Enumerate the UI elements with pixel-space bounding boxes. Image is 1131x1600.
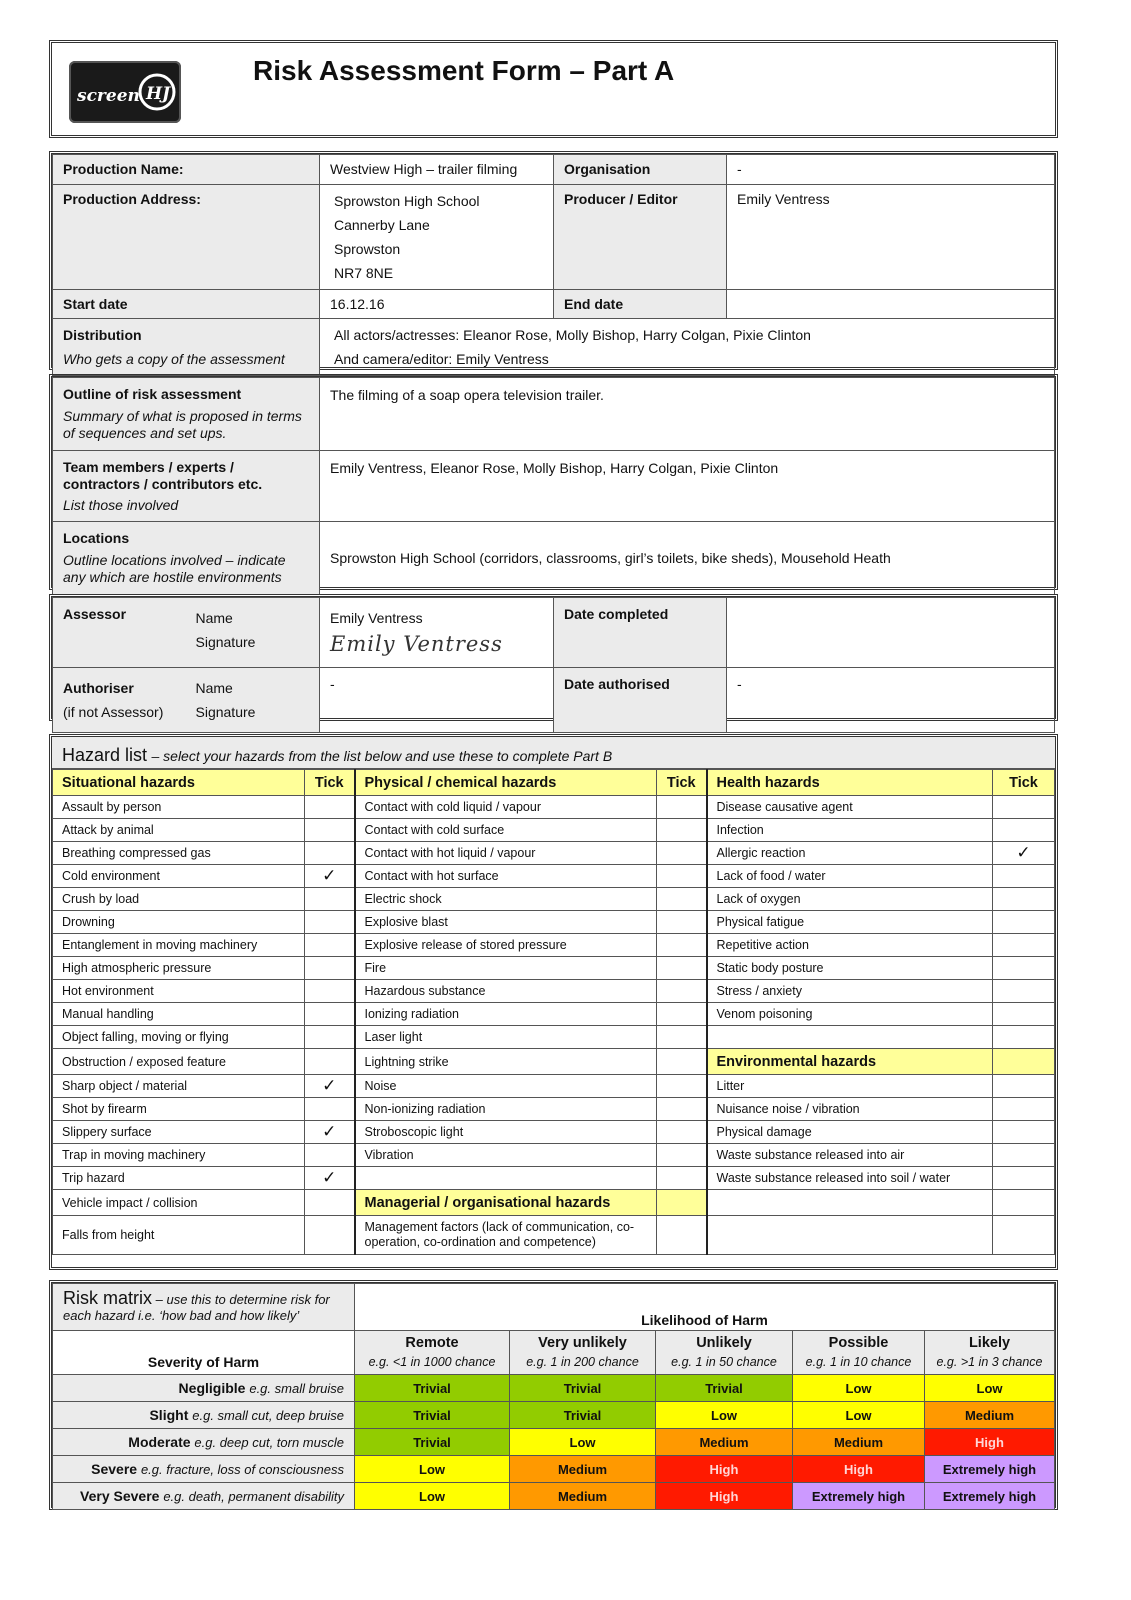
distribution-line: All actors/actresses: Eleanor Rose, Molly Bishop, Harry Colgan, Pixie Clinton bbox=[334, 327, 811, 343]
physical-hazard: Explosive release of stored pressure bbox=[355, 934, 657, 957]
health-hazard: Lack of food / water bbox=[707, 865, 993, 888]
risk-cell: Trivial bbox=[510, 1402, 656, 1429]
physical-tick[interactable] bbox=[657, 1049, 707, 1075]
situational-hazard: Trap in moving machinery bbox=[53, 1144, 305, 1167]
severity-name: Moderate bbox=[128, 1434, 191, 1450]
severity-row bbox=[53, 1375, 1055, 1402]
health-header: Health hazards bbox=[707, 770, 993, 796]
severity-example: e.g. small bruise bbox=[249, 1381, 344, 1396]
team-value: Emily Ventress, Eleanor Rose, Molly Bishop, Harry Colgan, Pixie Clinton bbox=[320, 451, 1055, 522]
risk-cell: Medium bbox=[793, 1429, 925, 1456]
physical-hazard: Management factors (lack of communication, co-operation, co-ordination and competence) bbox=[355, 1216, 657, 1255]
health-tick[interactable] bbox=[993, 1190, 1055, 1216]
situational-hazard: Cold environment bbox=[53, 865, 305, 888]
physical-tick[interactable] bbox=[657, 842, 707, 865]
producer-label: Producer / Editor bbox=[554, 185, 727, 290]
situational-hazard: Vehicle impact / collision bbox=[53, 1190, 305, 1216]
risk-cell: Medium bbox=[925, 1402, 1055, 1429]
situational-tick[interactable] bbox=[305, 819, 355, 842]
risk-cell: Medium bbox=[510, 1456, 656, 1483]
physical-tick[interactable] bbox=[657, 1167, 707, 1190]
risk-matrix bbox=[49, 1280, 1058, 1510]
severity-name: Very Severe bbox=[80, 1488, 160, 1504]
physical-tick[interactable] bbox=[657, 819, 707, 842]
physical-hazard: Stroboscopic light bbox=[355, 1121, 657, 1144]
assessor-label: Assessor bbox=[53, 598, 186, 668]
likelihood-name: Unlikely bbox=[696, 1334, 752, 1351]
situational-hazard: Shot by firearm bbox=[53, 1098, 305, 1121]
situational-hazard: Obstruction / exposed feature bbox=[53, 1049, 305, 1075]
production-name-value: Westview High – trailer filming bbox=[320, 155, 554, 185]
authoriser-sub: (if not Assessor) bbox=[63, 704, 164, 720]
physical-tick[interactable] bbox=[657, 934, 707, 957]
risk-matrix-heading: Risk matrix bbox=[63, 1288, 152, 1308]
tick-header: Tick bbox=[657, 770, 707, 796]
physical-hazard: Fire bbox=[355, 957, 657, 980]
managerial-header: Managerial / organisational hazards bbox=[355, 1190, 657, 1216]
physical-tick[interactable] bbox=[657, 911, 707, 934]
hazard-list bbox=[49, 734, 1058, 1270]
health-tick[interactable] bbox=[993, 888, 1055, 911]
authoriser-signature-label: Signature bbox=[195, 704, 256, 720]
severity-slight bbox=[53, 1402, 355, 1429]
risk-cell: Trivial bbox=[656, 1375, 793, 1402]
severity-name: Severe bbox=[91, 1461, 138, 1477]
physical-hazard: Lightning strike bbox=[355, 1049, 657, 1075]
physical-hazard: Contact with hot surface bbox=[355, 865, 657, 888]
severity-name: Negligible bbox=[178, 1380, 246, 1396]
physical-hazard bbox=[355, 1167, 657, 1190]
health-hazard: Physical fatigue bbox=[707, 911, 993, 934]
assessor-section bbox=[49, 594, 1058, 721]
situational-tick[interactable] bbox=[305, 1098, 355, 1121]
likelihood-very-unlikely bbox=[510, 1331, 656, 1375]
hazard-row bbox=[53, 957, 1055, 980]
start-date-value: 16.12.16 bbox=[320, 290, 554, 319]
severity-title: Severity of Harm bbox=[53, 1331, 355, 1375]
situational-hazard: High atmospheric pressure bbox=[53, 957, 305, 980]
likelihood-likely bbox=[925, 1331, 1055, 1375]
health-hazard: Static body posture bbox=[707, 957, 993, 980]
severity-row bbox=[53, 1402, 1055, 1429]
date-authorised-value: - bbox=[727, 668, 1055, 733]
physical-hazard: Electric shock bbox=[355, 888, 657, 911]
likelihood-example: e.g. 1 in 50 chance bbox=[671, 1354, 777, 1369]
svg-text:screen: screen bbox=[77, 86, 140, 106]
situational-tick[interactable] bbox=[305, 1216, 355, 1255]
severity-example: e.g. death, permanent disability bbox=[163, 1489, 344, 1504]
likelihood-name: Likely bbox=[968, 1334, 1011, 1351]
physical-tick[interactable] bbox=[657, 957, 707, 980]
date-authorised-label: Date authorised bbox=[554, 668, 727, 733]
health-tick[interactable] bbox=[993, 1026, 1055, 1049]
physical-tick[interactable] bbox=[657, 865, 707, 888]
environmental-tick[interactable] bbox=[993, 1121, 1055, 1144]
physical-hazard: Ionizing radiation bbox=[355, 1003, 657, 1026]
risk-cell: Low bbox=[355, 1483, 510, 1510]
risk-cell: Low bbox=[510, 1429, 656, 1456]
outline-label bbox=[53, 378, 320, 451]
severity-name: Slight bbox=[149, 1407, 189, 1423]
organisation-label: Organisation bbox=[554, 155, 727, 185]
environmental-header: Environmental hazards bbox=[707, 1049, 993, 1075]
locations-label bbox=[53, 522, 320, 595]
health-tick[interactable] bbox=[993, 1003, 1055, 1026]
producer-value: Emily Ventress bbox=[727, 185, 1055, 290]
hazard-table bbox=[52, 769, 1055, 1255]
situational-tick[interactable] bbox=[305, 911, 355, 934]
health-hazard: Infection bbox=[707, 819, 993, 842]
situational-tick[interactable] bbox=[305, 1003, 355, 1026]
risk-cell: Low bbox=[355, 1456, 510, 1483]
production-name-label: Production Name: bbox=[53, 155, 320, 185]
situational-tick[interactable] bbox=[305, 1026, 355, 1049]
team-title: Team members / experts / contractors / contributors etc. bbox=[63, 459, 263, 492]
health-hazard: Repetitive action bbox=[707, 934, 993, 957]
situational-hazard: Trip hazard bbox=[53, 1167, 305, 1190]
health-tick[interactable]: ✓ bbox=[993, 842, 1055, 865]
physical-hazard: Contact with hot liquid / vapour bbox=[355, 842, 657, 865]
logo bbox=[69, 61, 181, 123]
outline-value: The filming of a soap opera television trailer. bbox=[320, 378, 1055, 451]
physical-hazard: Explosive blast bbox=[355, 911, 657, 934]
production-info bbox=[49, 151, 1058, 370]
situational-tick[interactable] bbox=[305, 957, 355, 980]
distribution-value bbox=[320, 319, 1055, 376]
address-line: Sprowston High School bbox=[334, 193, 480, 209]
hazard-row bbox=[53, 1190, 1055, 1216]
address-line: Cannerby Lane bbox=[334, 217, 430, 233]
situational-tick[interactable]: ✓ bbox=[305, 865, 355, 888]
end-date-label: End date bbox=[554, 290, 727, 319]
risk-matrix-title-cell bbox=[53, 1284, 355, 1331]
situational-hazard: Slippery surface bbox=[53, 1121, 305, 1144]
distribution-line: And camera/editor: Emily Ventress bbox=[334, 351, 549, 367]
hazard-row bbox=[53, 980, 1055, 1003]
physical-hazard: Non-ionizing radiation bbox=[355, 1098, 657, 1121]
health-hazard bbox=[707, 1190, 993, 1216]
likelihood-example: e.g. >1 in 3 chance bbox=[936, 1354, 1043, 1369]
outline-section bbox=[49, 374, 1058, 590]
authoriser-label bbox=[53, 668, 186, 733]
team-sub: List those involved bbox=[63, 497, 179, 513]
tick-header: Tick bbox=[993, 770, 1055, 796]
physical-header: Physical / chemical hazards bbox=[355, 770, 657, 796]
situational-tick[interactable] bbox=[305, 888, 355, 911]
date-completed-value bbox=[727, 598, 1055, 668]
situational-hazard: Attack by animal bbox=[53, 819, 305, 842]
health-hazard: Allergic reaction bbox=[707, 842, 993, 865]
physical-hazard: Noise bbox=[355, 1075, 657, 1098]
risk-cell: Extremely high bbox=[925, 1483, 1055, 1510]
hazard-row bbox=[53, 888, 1055, 911]
situational-hazard: Drowning bbox=[53, 911, 305, 934]
severity-row bbox=[53, 1429, 1055, 1456]
likelihood-example: e.g. <1 in 1000 chance bbox=[368, 1354, 496, 1369]
physical-hazard: Vibration bbox=[355, 1144, 657, 1167]
tick-header: Tick bbox=[305, 770, 355, 796]
physical-tick[interactable] bbox=[657, 1003, 707, 1026]
physical-tick[interactable] bbox=[657, 1075, 707, 1098]
outline-title: Outline of risk assessment bbox=[63, 386, 242, 402]
environmental-tick[interactable] bbox=[993, 1144, 1055, 1167]
environmental-hazard: Nuisance noise / vibration bbox=[707, 1098, 993, 1121]
hazard-row bbox=[53, 1098, 1055, 1121]
severity-very-severe bbox=[53, 1483, 355, 1510]
risk-cell: High bbox=[793, 1456, 925, 1483]
hazard-row bbox=[53, 1049, 1055, 1075]
address-line: Sprowston bbox=[334, 241, 401, 257]
distribution-label bbox=[53, 319, 320, 376]
situational-tick[interactable] bbox=[305, 1190, 355, 1216]
risk-cell: Low bbox=[656, 1402, 793, 1429]
physical-tick[interactable] bbox=[657, 796, 707, 819]
health-tick[interactable] bbox=[993, 911, 1055, 934]
health-tick[interactable] bbox=[993, 865, 1055, 888]
risk-cell: High bbox=[656, 1483, 793, 1510]
team-label bbox=[53, 451, 320, 522]
health-tick[interactable] bbox=[993, 957, 1055, 980]
hazard-list-heading: Hazard list bbox=[62, 745, 148, 765]
assessor-values bbox=[320, 598, 554, 668]
likelihood-name: Remote bbox=[405, 1334, 459, 1351]
physical-hazard: Contact with cold liquid / vapour bbox=[355, 796, 657, 819]
situational-tick[interactable] bbox=[305, 1049, 355, 1075]
severity-moderate bbox=[53, 1429, 355, 1456]
likelihood-example: e.g. 1 in 10 chance bbox=[805, 1354, 912, 1369]
physical-hazard: Hazardous substance bbox=[355, 980, 657, 1003]
header-box bbox=[49, 40, 1058, 138]
hazard-row bbox=[53, 1003, 1055, 1026]
environmental-tick[interactable] bbox=[993, 1075, 1055, 1098]
environmental-tick[interactable] bbox=[993, 1216, 1055, 1255]
risk-cell: Medium bbox=[656, 1429, 793, 1456]
distribution-title: Distribution bbox=[63, 327, 142, 343]
assessor-fields bbox=[186, 598, 320, 668]
locations-value: Sprowston High School (corridors, classrooms, girl’s toilets, bike sheds), Mousehold Heath bbox=[320, 522, 1055, 595]
risk-matrix-subtitle: – use this to determine risk for each hazard i.e. ‘how bad and how likely’ bbox=[63, 1292, 330, 1323]
risk-cell: Trivial bbox=[355, 1375, 510, 1402]
logo-mark bbox=[69, 61, 181, 123]
hazard-row bbox=[53, 842, 1055, 865]
end-date-value bbox=[727, 290, 1055, 319]
assessor-signature: Emily Ventress bbox=[330, 632, 503, 656]
physical-tick[interactable] bbox=[657, 1026, 707, 1049]
assessor-name-label: Name bbox=[195, 610, 233, 626]
situational-tick[interactable] bbox=[305, 980, 355, 1003]
physical-tick[interactable] bbox=[657, 1121, 707, 1144]
locations-title: Locations bbox=[63, 530, 130, 546]
health-hazard: Disease causative agent bbox=[707, 796, 993, 819]
severity-example: e.g. small cut, deep bruise bbox=[192, 1408, 344, 1423]
address-line: NR7 8NE bbox=[334, 265, 394, 281]
start-date-label: Start date bbox=[53, 290, 320, 319]
address-value bbox=[320, 185, 554, 290]
organisation-value: - bbox=[727, 155, 1055, 185]
authoriser-title: Authoriser bbox=[63, 680, 134, 696]
health-tick[interactable] bbox=[993, 934, 1055, 957]
hazard-row bbox=[53, 1026, 1055, 1049]
risk-cell: Extremely high bbox=[793, 1483, 925, 1510]
severity-example: e.g. fracture, loss of consciousness bbox=[140, 1462, 344, 1477]
situational-hazard: Falls from height bbox=[53, 1216, 305, 1255]
situational-tick[interactable]: ✓ bbox=[305, 1167, 355, 1190]
locations-sub: Outline locations involved – indicate any which are hostile environments bbox=[63, 552, 286, 585]
physical-tick[interactable] bbox=[657, 888, 707, 911]
environmental-hazard: Waste substance released into air bbox=[707, 1144, 993, 1167]
risk-cell: High bbox=[656, 1456, 793, 1483]
situational-tick[interactable]: ✓ bbox=[305, 1121, 355, 1144]
authoriser-name-label: Name bbox=[195, 680, 233, 696]
physical-hazard: Laser light bbox=[355, 1026, 657, 1049]
physical-tick[interactable] bbox=[657, 1144, 707, 1167]
likelihood-remote bbox=[355, 1331, 510, 1375]
environmental-hazard: Litter bbox=[707, 1075, 993, 1098]
risk-cell: Trivial bbox=[510, 1375, 656, 1402]
situational-hazard: Manual handling bbox=[53, 1003, 305, 1026]
environmental-tick[interactable] bbox=[993, 1167, 1055, 1190]
risk-cell: High bbox=[925, 1429, 1055, 1456]
environmental-tick[interactable] bbox=[993, 1098, 1055, 1121]
environmental-hazard bbox=[707, 1216, 993, 1255]
risk-cell: Trivial bbox=[355, 1402, 510, 1429]
health-hazard: Lack of oxygen bbox=[707, 888, 993, 911]
hazard-row bbox=[53, 796, 1055, 819]
health-hazard bbox=[707, 1026, 993, 1049]
situational-hazard: Object falling, moving or flying bbox=[53, 1026, 305, 1049]
risk-cell: Low bbox=[793, 1402, 925, 1429]
situational-header: Situational hazards bbox=[53, 770, 305, 796]
physical-tick[interactable] bbox=[657, 1098, 707, 1121]
risk-cell: Low bbox=[925, 1375, 1055, 1402]
address-label: Production Address: bbox=[53, 185, 320, 290]
distribution-sub: Who gets a copy of the assessment bbox=[63, 351, 285, 367]
likelihood-name: Possible bbox=[828, 1334, 889, 1351]
severity-row bbox=[53, 1483, 1055, 1510]
situational-hazard: Assault by person bbox=[53, 796, 305, 819]
situational-hazard: Crush by load bbox=[53, 888, 305, 911]
risk-matrix-table bbox=[52, 1283, 1055, 1510]
authoriser-name-value: - bbox=[320, 668, 554, 733]
hazard-list-title bbox=[52, 737, 1055, 769]
hazard-row bbox=[53, 1167, 1055, 1190]
hazard-row bbox=[53, 1216, 1055, 1255]
environmental-hazard: Physical damage bbox=[707, 1121, 993, 1144]
outline-sub: Summary of what is proposed in terms of sequences and set ups. bbox=[63, 408, 302, 441]
hazard-row bbox=[53, 1121, 1055, 1144]
severity-negligible bbox=[53, 1375, 355, 1402]
severity-row bbox=[53, 1456, 1055, 1483]
likelihood-possible bbox=[793, 1331, 925, 1375]
physical-tick[interactable] bbox=[657, 1216, 707, 1255]
likelihood-name: Very unlikely bbox=[538, 1334, 627, 1351]
situational-tick[interactable] bbox=[305, 934, 355, 957]
environmental-header-tick bbox=[993, 1049, 1055, 1075]
situational-hazard: Entanglement in moving machinery bbox=[53, 934, 305, 957]
risk-cell: Extremely high bbox=[925, 1456, 1055, 1483]
environmental-hazard: Waste substance released into soil / water bbox=[707, 1167, 993, 1190]
hazard-list-subtitle: – select your hazards from the list below and use these to complete Part B bbox=[151, 748, 613, 764]
hazard-row bbox=[53, 934, 1055, 957]
situational-tick[interactable] bbox=[305, 796, 355, 819]
date-completed-label: Date completed bbox=[554, 598, 727, 668]
situational-tick[interactable] bbox=[305, 1144, 355, 1167]
hazard-row bbox=[53, 1144, 1055, 1167]
situational-tick[interactable]: ✓ bbox=[305, 1075, 355, 1098]
severity-example: e.g. deep cut, torn muscle bbox=[194, 1435, 344, 1450]
managerial-header-tick bbox=[657, 1190, 707, 1216]
authoriser-fields bbox=[186, 668, 320, 733]
likelihood-unlikely bbox=[656, 1331, 793, 1375]
physical-hazard: Contact with cold surface bbox=[355, 819, 657, 842]
risk-cell: Low bbox=[793, 1375, 925, 1402]
health-tick[interactable] bbox=[993, 796, 1055, 819]
health-tick[interactable] bbox=[993, 980, 1055, 1003]
physical-tick[interactable] bbox=[657, 980, 707, 1003]
hazard-row bbox=[53, 865, 1055, 888]
risk-cell: Medium bbox=[510, 1483, 656, 1510]
hazard-row bbox=[53, 1075, 1055, 1098]
situational-tick[interactable] bbox=[305, 842, 355, 865]
hazard-row bbox=[53, 819, 1055, 842]
risk-cell: Trivial bbox=[355, 1429, 510, 1456]
severity-severe bbox=[53, 1456, 355, 1483]
health-hazard: Stress / anxiety bbox=[707, 980, 993, 1003]
assessor-signature-label: Signature bbox=[195, 634, 256, 650]
assessor-name-value: Emily Ventress bbox=[330, 610, 423, 626]
health-hazard: Venom poisoning bbox=[707, 1003, 993, 1026]
svg-text:HJ: HJ bbox=[146, 84, 171, 104]
health-tick[interactable] bbox=[993, 819, 1055, 842]
page-title: Risk Assessment Form – Part A bbox=[253, 55, 675, 86]
situational-hazard: Breathing compressed gas bbox=[53, 842, 305, 865]
hazard-header-row bbox=[53, 770, 1055, 796]
situational-hazard: Hot environment bbox=[53, 980, 305, 1003]
hazard-row bbox=[53, 911, 1055, 934]
likelihood-title: Likelihood of Harm bbox=[355, 1284, 1055, 1331]
situational-hazard: Sharp object / material bbox=[53, 1075, 305, 1098]
likelihood-example: e.g. 1 in 200 chance bbox=[526, 1354, 639, 1369]
